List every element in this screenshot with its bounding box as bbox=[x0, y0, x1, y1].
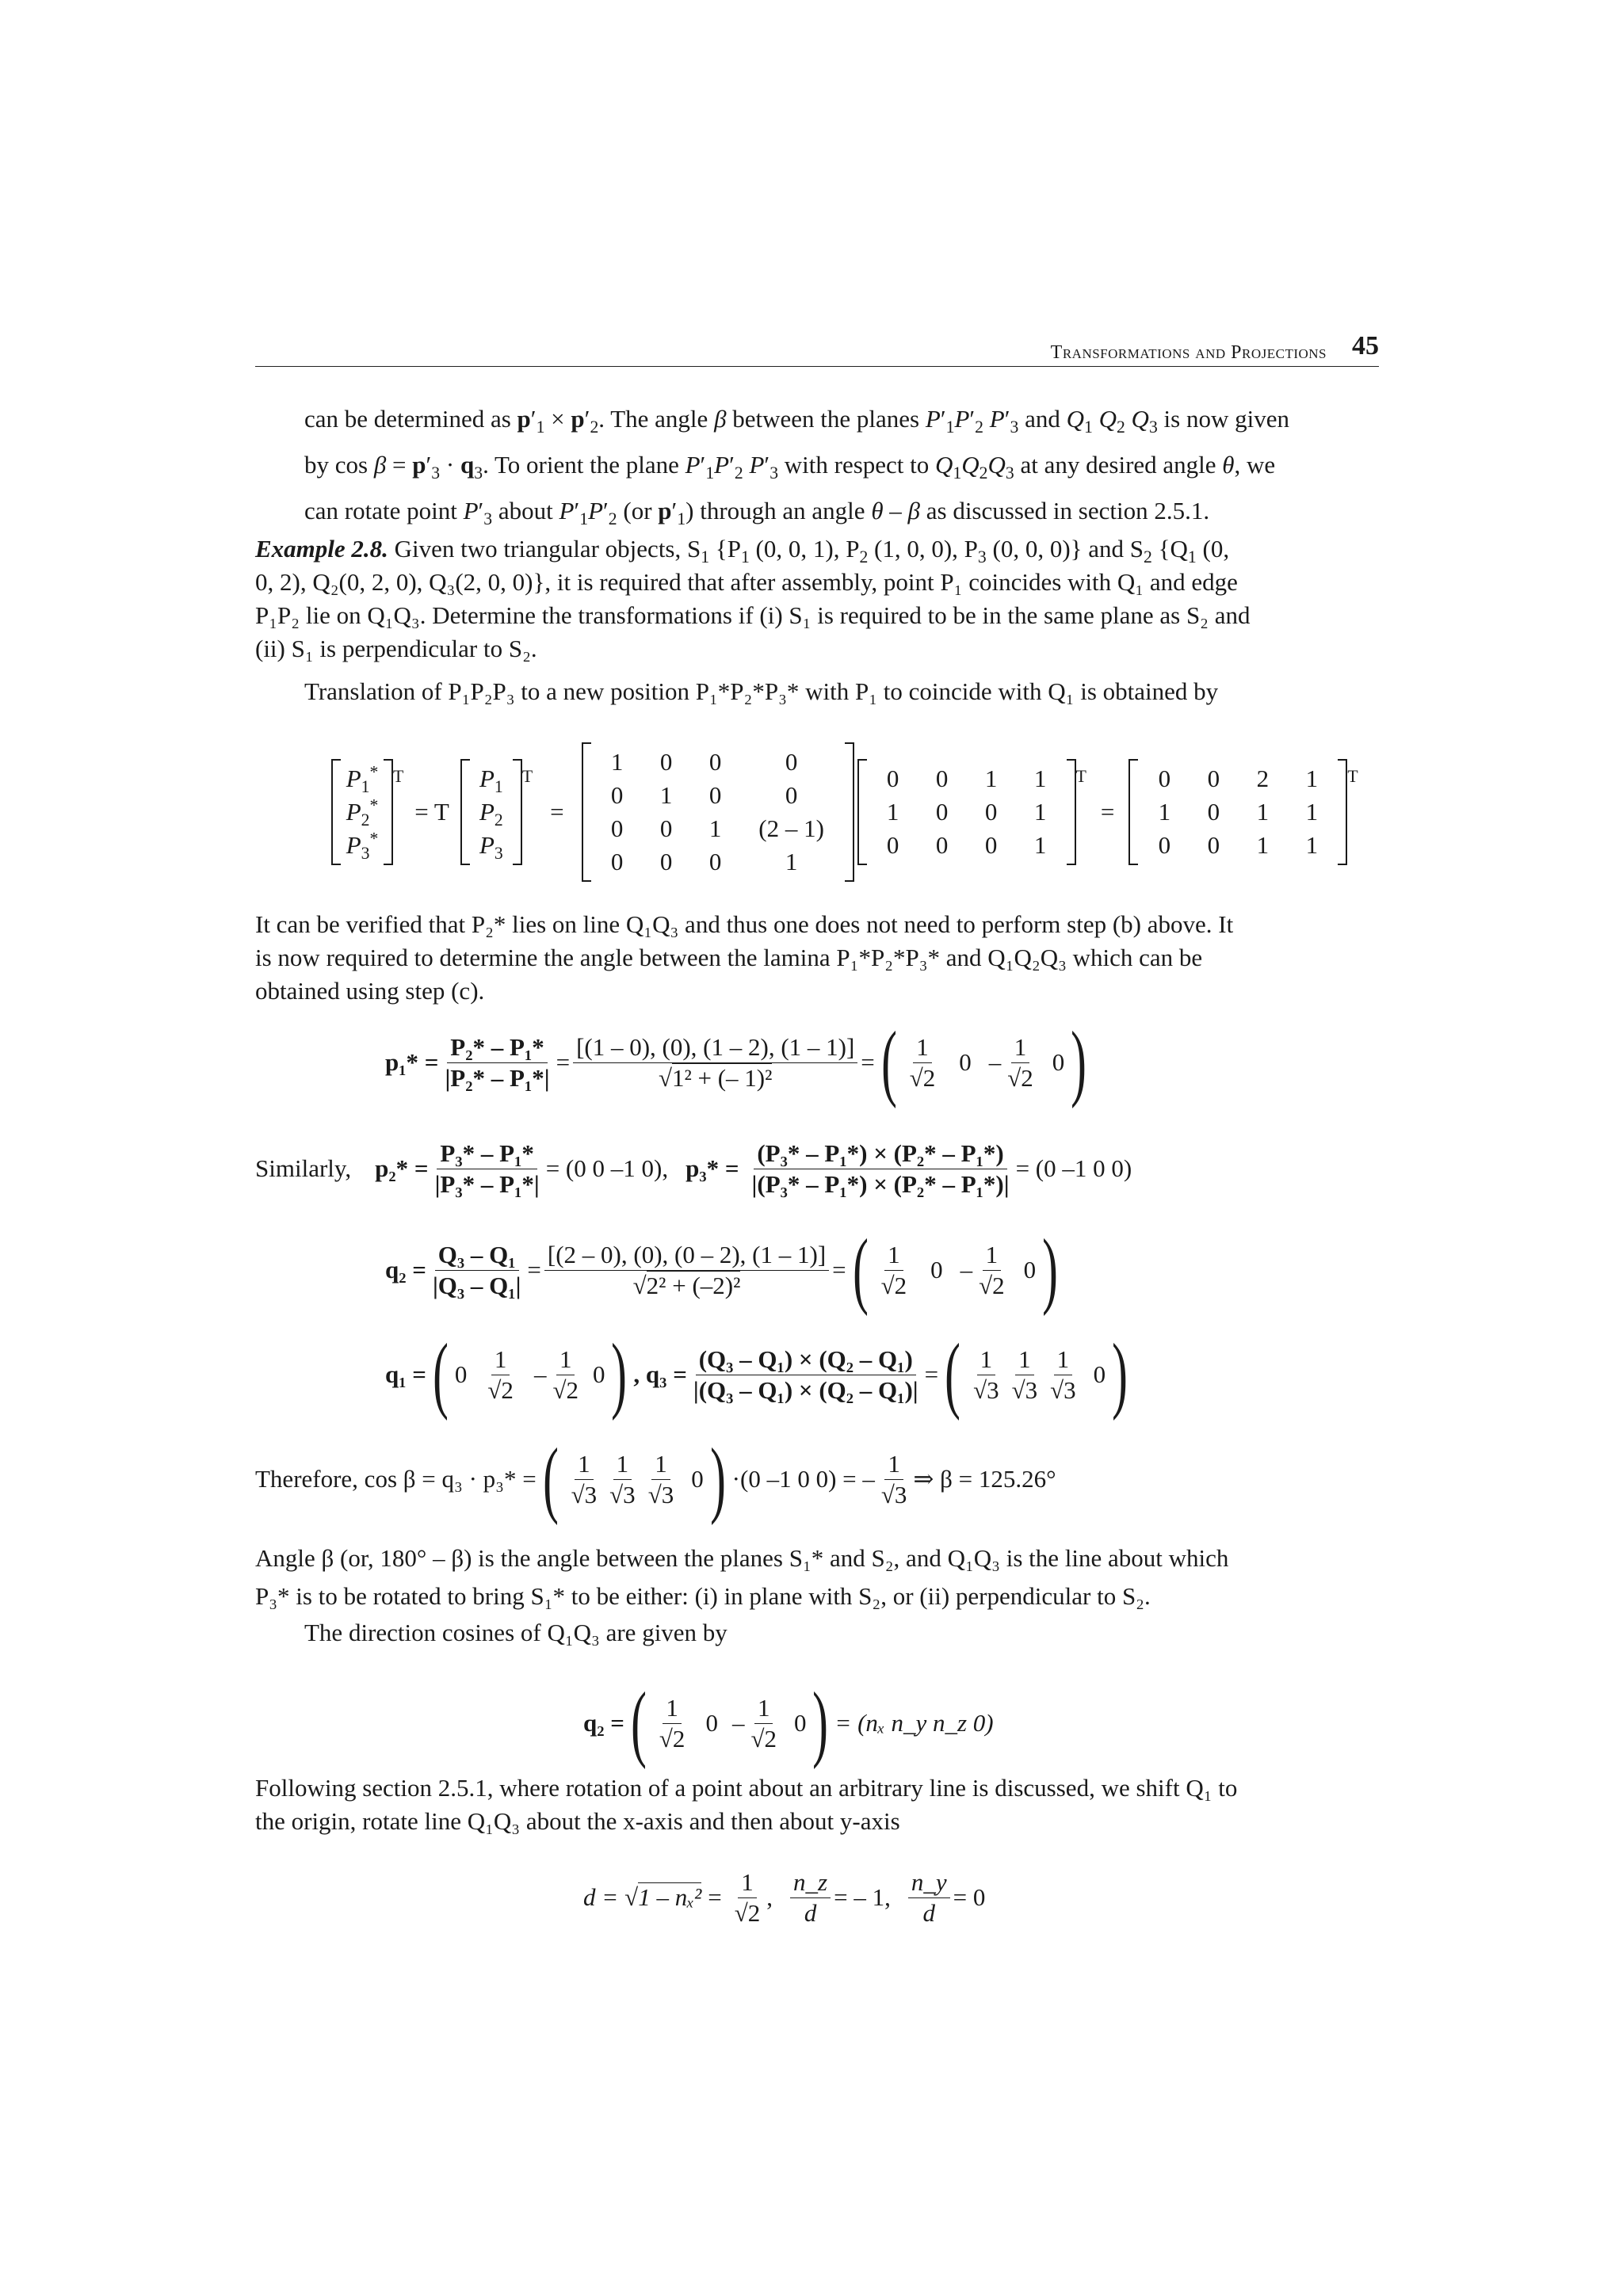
verify-line-1: It can be verified that P₂* lies on line Q₁Q₃ and thus one does not need to perform step (b) above. It bbox=[255, 910, 1234, 938]
example-paragraph bbox=[255, 532, 1379, 666]
matrix-Pstar-cell: 1 bbox=[1256, 831, 1270, 859]
equation-p2-p3-star: Similarly, p₂* = $\frac{\text{P₃* – P₁*}}{\text{|P₃* – P₁*|}}$ = (0 0 –1 0), p₃* = $\frac{\text{(P₃* – P₁*) × (P₂* – P₁*)}}{\text{|(P₃* – P₁*) × (P₂* – P₁*)|}}$ = (0 –1 0 0) bbox=[255, 1138, 1132, 1198]
matrix-P-cell: 1 bbox=[1033, 831, 1047, 859]
matrix-P-cell: 0 bbox=[886, 831, 899, 859]
result-matrix bbox=[1128, 759, 1347, 865]
intro-line-2: by $\cos \beta = p'_3 \cdot q_3$. To orient the plane $P'_1P'_2$ $P'_3$ with respect to $Q_1Q_2Q_3$ at any desired angle θ, we bbox=[304, 451, 1276, 483]
matrix-Pstar-cell: 0 bbox=[1207, 798, 1220, 826]
p-column-vector: $P_1$ $P_2$ $P_3$ bbox=[460, 759, 522, 865]
matrix-T-cell: 0 bbox=[610, 814, 624, 842]
matrix-P-cell: 1 bbox=[1033, 765, 1047, 792]
matrix-T-cell: 0 bbox=[708, 781, 722, 809]
equation-q1-q3: q₁ = ( 0 $\frac{1}{√2}$ – $\frac{1}{√2}$ 0 ) , q₃ = $\frac{\text{(Q₃ – Q₁) × (Q₂ – Q₁)}}{\text{|(Q₃ – Q₁) × (Q₂ – Q₁)|}}$ = ( $\frac{1}{√3}$ $\frac{1}{√3}$ $\frac{1}{√3}$ 0 ) bbox=[385, 1327, 1128, 1421]
matrix-T-cell: 0 bbox=[785, 781, 798, 809]
following-line-1: Following section 2.5.1, where rotation of a point about an arbitrary line is discussed, we shift Q₁ to bbox=[255, 1774, 1238, 1802]
verify-line-2: is now required to determine the angle between the lamina P₁*P₂*P₃* and Q₁Q₂Q₃ which can be bbox=[255, 944, 1203, 971]
header-title: Transformations and Projections bbox=[1050, 342, 1327, 363]
matrix-P-cell: 0 bbox=[984, 798, 998, 826]
matrix-P-cell: 0 bbox=[935, 798, 949, 826]
matrix-Pstar-cell: 0 bbox=[1158, 831, 1171, 859]
matrix-Pstar-cell: 1 bbox=[1305, 831, 1319, 859]
matrix-Pstar-cell: 0 bbox=[1158, 765, 1171, 792]
equation-direction-cosines: q₂ = ( $\frac{1}{√2}$ 0 – $\frac{1}{√2}$ 0 ) = (nₓ n_y n_z 0) bbox=[583, 1676, 994, 1770]
matrix-Pstar-cell: 1 bbox=[1256, 798, 1270, 826]
equation-cos-beta: Therefore, cos β = q₃ · p₃* = ( $\frac{1}{√3}$ $\frac{1}{√3}$ $\frac{1}{√3}$ 0 ) ·(0 –1 0 0) = – $\frac{1}{√3}$ ⇒ β = 125.26° bbox=[255, 1432, 1056, 1526]
following-paragraph bbox=[255, 1772, 1379, 1838]
matrix-P-cell: 1 bbox=[984, 765, 998, 792]
angle-line-2: P₃* is to be rotated to bring S₁* to be either: (i) in plane with S₂, or (ii) perpendicular to S₂. bbox=[255, 1582, 1151, 1610]
matrix-Pstar-cell: 2 bbox=[1256, 765, 1270, 792]
matrix-P-cell: 0 bbox=[935, 765, 949, 792]
matrix-Pstar-cell: 0 bbox=[1207, 831, 1220, 859]
matrix-Pstar-cell: 1 bbox=[1158, 798, 1171, 826]
pstar-column-vector: $P_1^*$ $P_2^*$ $P_3^*$ bbox=[331, 759, 393, 865]
matrix-T-cell: 0 bbox=[785, 748, 798, 776]
example-line-4: (ii) S₁ is perpendicular to S₂. bbox=[255, 635, 537, 662]
translation-text: Translation of P₁P₂P₃ to a new position P₁*P₂*P₃* with P₁ to coincide with Q₁ is obtained by bbox=[304, 677, 1219, 705]
verify-line-3: obtained using step (c). bbox=[255, 977, 485, 1005]
example-line-1: Example 2.8. Given two triangular objects, $S_1$ {$P_1$ (0, 0, 1), $P_2$ (1, 0, 0), $P_3$ (0, 0, 0)} and $S_2$ {$Q_1$ (0, bbox=[255, 535, 1230, 567]
following-line-2: the origin, rotate line Q₁Q₃ about the x-axis and then about y-axis bbox=[255, 1807, 900, 1835]
translation-matrix-T bbox=[582, 742, 854, 882]
matrix-T-cell: 1 bbox=[708, 814, 722, 842]
matrix-P-cell: 0 bbox=[984, 831, 998, 859]
matrix-P-cell: 0 bbox=[935, 831, 949, 859]
example-line-3: P₁P₂ lie on Q₁Q₃. Determine the transformations if (i) S₁ is required to be in the same plane as S₂ and bbox=[255, 601, 1251, 629]
matrix-T-cell: 0 bbox=[708, 748, 722, 776]
verify-paragraph bbox=[255, 908, 1379, 1008]
matrix-T-cell: 1 bbox=[659, 781, 673, 809]
intro-line-3: can rotate point $P'_3$ about $P'_1P'_2$ (or $p'_1$) through an angle θ – β as discussed in section 2.5.1. bbox=[304, 497, 1210, 529]
intro-paragraph bbox=[304, 402, 1379, 528]
translation-matrix-equation: $P_1^*$ $P_2^*$ $P_3^*$ T = T $P_1$ $P_2$ $P_3$ T = 1 0 0 0 0 1 0 0 0 0 1 (2 – 1) 0 0 0 1 0 0 1 1 1 0 0 1 0 0 0 1 T = 0 0 2 1 1 0 1 1 0 0 1 1 T bbox=[331, 729, 1358, 895]
intro-line-1: can be determined as $p'_1 \times p'_2$. The angle β between the planes $P'_1P'_2$ $P'_3$ and $Q_1$ $Q_2$ $Q_3$ is now given bbox=[304, 405, 1289, 437]
page-number: 45 bbox=[1352, 331, 1379, 360]
matrix-T-cell: (2 – 1) bbox=[758, 814, 824, 842]
angle-line-1: Angle β (or, 180° – β) is the angle between the planes S₁* and S₂, and Q₁Q₃ is the line about which bbox=[255, 1544, 1229, 1572]
matrix-T-cell: 0 bbox=[659, 748, 673, 776]
example-label: Example 2.8. bbox=[255, 535, 388, 563]
matrix-T-cell: 0 bbox=[708, 848, 722, 875]
matrix-Pstar-cell: 0 bbox=[1207, 765, 1220, 792]
matrix-Pstar-cell: 1 bbox=[1305, 765, 1319, 792]
matrix-T-cell: 0 bbox=[659, 848, 673, 875]
running-header bbox=[255, 333, 1379, 367]
example-line-2: 0, 2), Q₂(0, 2, 0), Q₃(2, 0, 0)}, it is required that after assembly, point P₁ coincides with Q₁ and edge bbox=[255, 568, 1238, 596]
matrix-T-cell: 0 bbox=[610, 781, 624, 809]
matrix-P-cell: 1 bbox=[886, 798, 899, 826]
matrix-P-cell: 0 bbox=[886, 765, 899, 792]
equation-d: d = √1 – nₓ² = $\frac{1}{√2}$ , $\frac{n\_z}{d}$ = – 1, $\frac{n\_y}{d}$ = 0 bbox=[583, 1867, 986, 1927]
matrix-Pstar-cell: 1 bbox=[1305, 798, 1319, 826]
points-matrix bbox=[857, 759, 1076, 865]
matrix-T-cell: 1 bbox=[785, 848, 798, 875]
matrix-T-cell: 0 bbox=[659, 814, 673, 842]
equation-p1-star: p₁* = $\frac{\text{P₂* – P₁*}}{\text{|P₂* – P₁*|}}$ = $\frac{[(1 - 0), (0), (1 - 2), (1 - 1)]}{\text{√1² + (– 1)²}}$ = ( $\frac{1}{√2}$ 0 – $\frac{1}{√2}$ 0 ) bbox=[385, 1015, 1087, 1109]
matrix-P-cell: 1 bbox=[1033, 798, 1047, 826]
equation-q2: q₂ = $\frac{\text{Q₃ – Q₁}}{\text{|Q₃ – Q₁|}}$ = $\frac{[(2 - 0), (0), (0 - 2), (1 - 1)]}{\text{√2² + (–2)²}}$ = ( $\frac{1}{√2}$ 0 – $\frac{1}{√2}$ 0 ) bbox=[385, 1222, 1059, 1317]
angle-line-3: The direction cosines of Q₁Q₃ are given by bbox=[304, 1619, 727, 1646]
matrix-T-cell: 0 bbox=[610, 848, 624, 875]
angle-paragraph bbox=[255, 1542, 1379, 1650]
matrix-T-cell: 1 bbox=[610, 748, 624, 776]
